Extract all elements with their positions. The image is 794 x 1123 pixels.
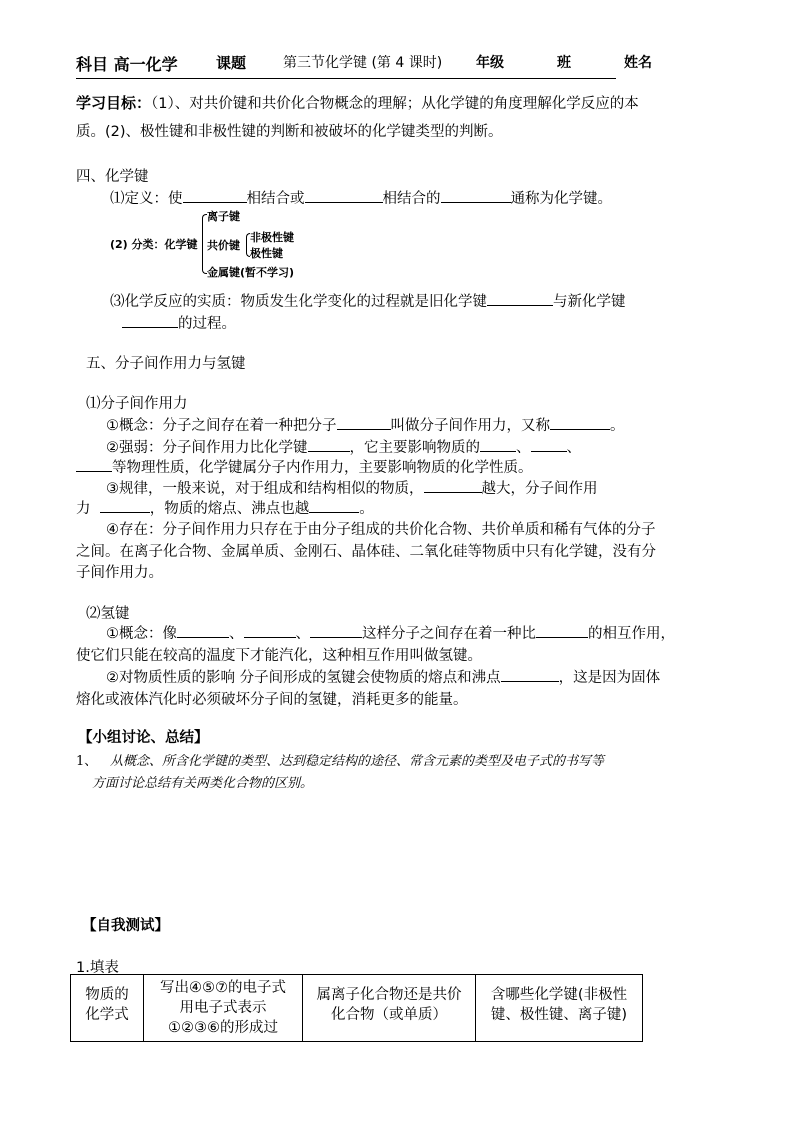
table-header-cell: 写出④⑤⑦的电子式 用电子式表示 ①②③⑥的形成过 <box>144 975 303 1042</box>
blank[interactable] <box>308 437 350 452</box>
blank[interactable] <box>441 188 511 203</box>
blank[interactable] <box>337 415 391 430</box>
blank[interactable] <box>305 188 383 203</box>
blank[interactable] <box>244 623 296 638</box>
strength-line1: ②强弱：分子间作用力比化学键 ，它主要影响物质的 、 、 <box>106 436 581 457</box>
discussion-number: 1、 <box>76 754 98 769</box>
definition-line: ⑴定义：使 相结合或 相结合的 通称为化学键。 <box>110 187 612 208</box>
class-label: 班 <box>557 55 571 71</box>
selftest-title: 【自我测试】 <box>82 918 169 934</box>
blank[interactable] <box>487 291 553 306</box>
topic-value: 第三节化学键 (第 4 课时) <box>283 55 443 71</box>
blank[interactable] <box>309 498 359 513</box>
blank[interactable] <box>177 623 229 638</box>
blank[interactable] <box>100 498 150 513</box>
discussion-line2: 方面讨论总结有关两类化合物的区别。 <box>92 776 314 791</box>
objectives-line1: 学习目标：（1）、对共价键和共价化合物概念的理解；从化学键的角度理解化学反应的本 <box>76 94 639 112</box>
hbond-concept-line2: 使它们只能在较高的温度下才能汽化，这种相互作用叫做氢键。 <box>76 648 482 664</box>
hbond-concept-line1: ①概念：像 、 、 这样分子之间存在着一种比 的相互作用， <box>106 622 675 643</box>
metallic-bond: 金属键(暂不学习) <box>207 266 295 279</box>
rule-line1: ③规律，一般来说，对于组成和结构相似的物质， 越大，分子间作用 <box>106 477 598 498</box>
question-1: 1.填表 <box>76 960 119 976</box>
strength-line2: 等物理性质，化学键属分子内作用力，主要影响物质的化学性质。 <box>76 456 533 477</box>
polar-bond: 极性键 <box>250 247 283 260</box>
blank[interactable] <box>310 623 362 638</box>
grade-label: 年级 <box>476 55 504 71</box>
hbond-effect-line2: 熔化或液体汽化时必须破坏分子间的氢键，消耗更多的能量。 <box>76 692 468 708</box>
classification-diagram <box>110 208 320 282</box>
section4-title: 四、化学键 <box>76 169 149 185</box>
fill-table <box>70 974 643 1042</box>
discussion-line1: 从概念、所含化学键的类型、达到稳定结构的途径、常含元素的类型及电子式的书写等 <box>110 754 605 769</box>
essence-line1: ⑶化学反应的实质：物质发生化学变化的过程就是旧化学键 与新化学键 <box>110 290 626 311</box>
rule-line2: 力 ，物质的熔点、沸点也越 。 <box>76 497 374 518</box>
existence-line1: ④存在：分子间作用力只存在于由分子组成的共价化合物、共价单质和稀有气体的分子 <box>106 522 656 538</box>
table-header-cell: 属离子化合物还是共价 化合物（或单质） <box>303 975 476 1042</box>
blank[interactable] <box>122 313 178 328</box>
blank[interactable] <box>76 457 112 472</box>
blank[interactable] <box>183 188 247 203</box>
blank[interactable] <box>550 415 610 430</box>
topic-label: 课题 <box>216 54 247 72</box>
blank[interactable] <box>501 667 559 682</box>
blank[interactable] <box>531 437 567 452</box>
hbond-effect-line1: ②对物质性质的影响 分子间形成的氢键会使物质的熔点和沸点 ，这是因为固体 <box>106 666 660 687</box>
objectives-line2: 质。(2)、极性键和非极性键的判断和被破坏的化学键类型的判断。 <box>76 124 503 140</box>
objectives-label: 学习目标： <box>76 94 152 112</box>
table-header-cell: 物质的 化学式 <box>71 975 144 1042</box>
document-header <box>76 50 652 79</box>
blank[interactable] <box>480 437 516 452</box>
concept-line: ①概念：分子之间存在着一种把分子 叫做分子间作用力，又称 。 <box>106 414 625 435</box>
existence-line2: 之间。在离子化合物、金属单质、金刚石、晶体硅、二氧化硅等物质中只有化学键，没有分 <box>76 544 656 560</box>
table-header-row <box>71 975 643 1042</box>
essence-line2: 的过程。 <box>122 312 236 333</box>
name-label: 姓名 <box>624 55 652 71</box>
table-header-cell: 含哪些化学键(非极性 键、极性键、离子键) <box>476 975 643 1042</box>
sub1-title: ⑴分子间作用力 <box>86 396 188 412</box>
existence-line3: 子间作用力。 <box>76 565 163 581</box>
blank[interactable] <box>536 623 588 638</box>
discussion-title: 【小组讨论、总结】 <box>78 730 209 746</box>
section5-title: 五、分子间作用力与氢键 <box>86 356 246 372</box>
sub2-title: ⑵氢键 <box>86 606 130 622</box>
ionic-bond: 离子键 <box>207 210 240 223</box>
subject-label: 科目 高一化学 <box>76 55 178 74</box>
diagram-label: (2) 分类：化学键 <box>110 238 198 251</box>
covalent-bond: 共价键 <box>207 239 240 252</box>
blank[interactable] <box>424 478 482 493</box>
nonpolar-bond: 非极性键 <box>250 231 294 244</box>
